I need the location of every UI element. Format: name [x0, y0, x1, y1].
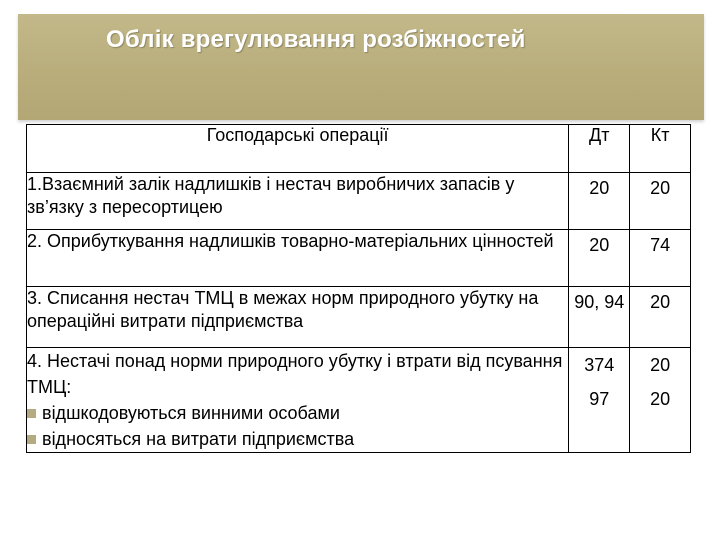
- slide-title: Облік врегулювання розбіжностей: [106, 26, 526, 53]
- subitem-text: відшкодовуються винними особами: [42, 403, 340, 423]
- table-header-row: [27, 125, 691, 173]
- operation-cell: 2. Оприбуткування надлишків товарно-матеріальних цінностей: [27, 230, 569, 287]
- subitem-text: відносяться на витрати підприємства: [42, 429, 355, 449]
- bullet-icon: [27, 435, 36, 444]
- credit-cell: 74: [630, 230, 691, 287]
- subitem-debit: 374: [584, 355, 615, 375]
- credit-cell: 20: [630, 287, 691, 348]
- subitem-debit: 97: [589, 389, 610, 409]
- debit-cell: 20: [569, 173, 630, 230]
- debit-cell: [569, 348, 630, 453]
- operation-cell: 1.Взаємний залік надлишків і нестач виробничих запасів у зв’язку з пересортицею: [27, 173, 569, 230]
- debit-cell: 90, 94: [569, 287, 630, 348]
- table-row: [27, 173, 691, 230]
- subitem-credit: 20: [650, 355, 671, 375]
- table-row: [27, 230, 691, 287]
- debit-cell: 20: [569, 230, 630, 287]
- operation-heading: 4. Нестачі понад норми природного убутку і втрати від псування ТМЦ:: [27, 351, 563, 397]
- operations-table: [26, 124, 691, 453]
- table-row: [27, 287, 691, 348]
- list-item: [27, 400, 568, 426]
- header-operations: Господарські операції: [27, 125, 569, 173]
- operation-cell: [27, 348, 569, 453]
- table-row: [27, 348, 691, 453]
- operation-cell: 3. Списання нестач ТМЦ в межах норм природного убутку на операційні витрати підприємства: [27, 287, 569, 348]
- header-credit: Кт: [630, 125, 691, 173]
- credit-cell: [630, 348, 691, 453]
- subitem-credit: 20: [650, 389, 671, 409]
- credit-cell: 20: [630, 173, 691, 230]
- bullet-icon: [27, 409, 36, 418]
- list-item: [27, 426, 568, 452]
- header-debit: Дт: [569, 125, 630, 173]
